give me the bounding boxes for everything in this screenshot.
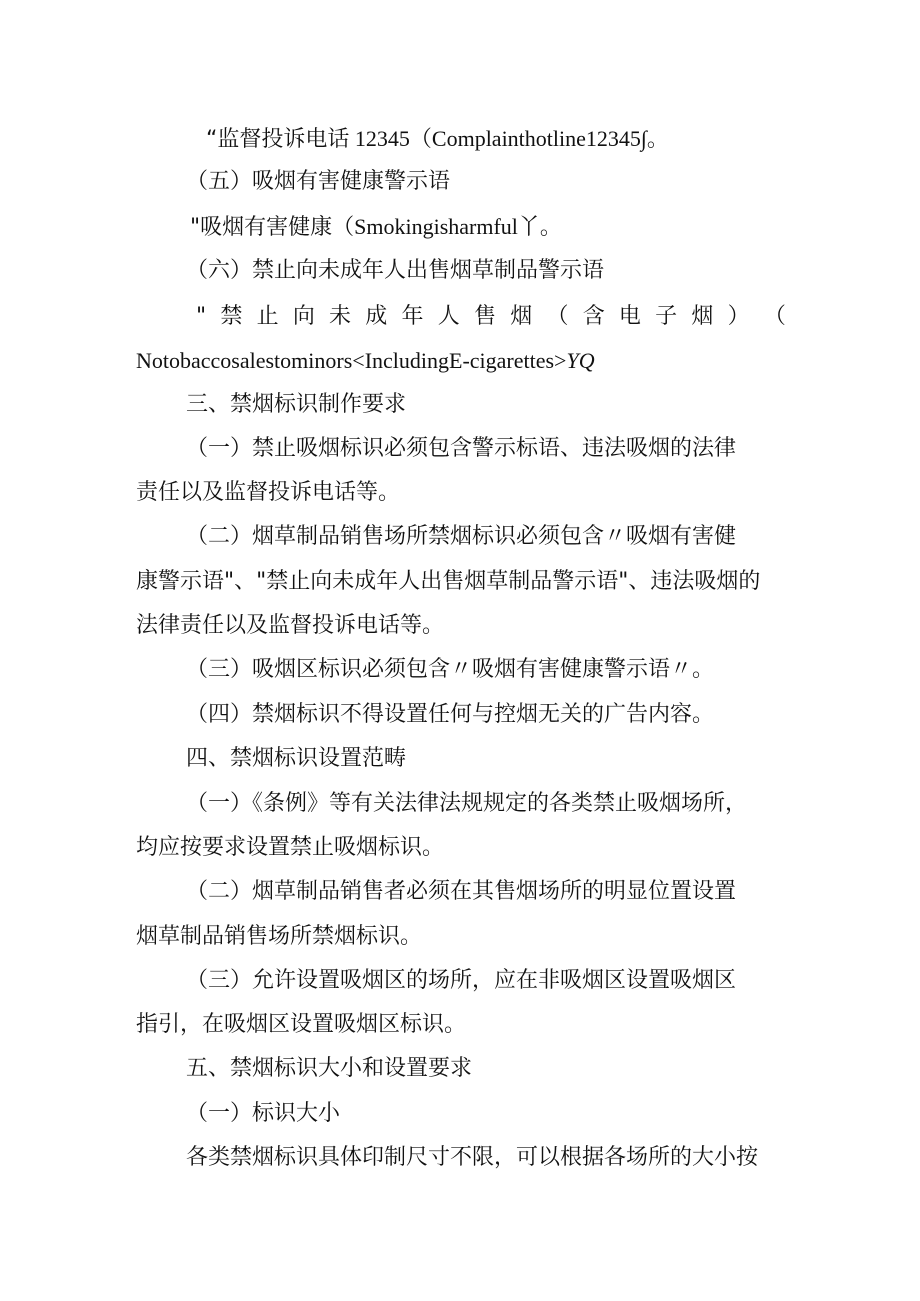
- hotline-line: [206, 124, 669, 155]
- quote-char: 止: [256, 304, 279, 329]
- item5-heading: （五）吸烟有害健康警示语: [186, 169, 451, 194]
- hotline-en-text: 12345（Complainthotline12345∫。: [349, 126, 669, 151]
- section5-heading: 五、禁烟标识大小和设置要求: [186, 1056, 473, 1081]
- quote-char: 子: [655, 304, 678, 329]
- s3-3: （三）吸烟区标识必须包含〃吸烟有害健康警示语〃。: [186, 657, 715, 682]
- s5-1-heading: （一）标识大小: [186, 1101, 341, 1126]
- s5-1-line1: 各类禁烟标识具体印制尺寸不限，可以根据各场所的大小按: [186, 1145, 759, 1170]
- quote-char: 年: [401, 304, 424, 329]
- item6-quote-tail: YQ: [566, 348, 595, 373]
- item6-quote-en-line: [136, 346, 595, 376]
- s4-3-line1: （三）允许设置吸烟区的场所，应在非吸烟区设置吸烟区: [186, 968, 737, 993]
- quote-char: 烟: [691, 304, 714, 329]
- item5-quote-line: [190, 212, 562, 243]
- s4-3-line2: 指引，在吸烟区设置吸烟区标识。: [136, 1012, 467, 1037]
- quote-char: 成: [365, 304, 388, 329]
- item6-heading: （六）禁止向未成年人出售烟草制品警示语: [186, 258, 605, 283]
- s3-1-line1: （一）禁止吸烟标识必须包含警示标语、违法吸烟的法律: [186, 436, 737, 461]
- item5-quote-cn: "吸烟有害健康（: [190, 215, 355, 240]
- s4-2-line2: 烟草制品销售场所禁烟标识。: [136, 924, 423, 949]
- quote-char: 售: [473, 304, 496, 329]
- quote-char: 含: [582, 304, 605, 329]
- quote-char: （: [546, 304, 569, 329]
- item5-quote-tail: 丫。: [517, 215, 562, 240]
- quote-char: 禁: [220, 304, 243, 329]
- s3-2-line1: （二）烟草制品销售场所禁烟标识必须包含〃吸烟有害健: [186, 524, 737, 549]
- quote-char: 电: [618, 304, 641, 329]
- item6-quote-line: [196, 302, 786, 332]
- s3-2-line2: 康警示语"、"禁止向未成年人出售烟草制品警示语"、违法吸烟的: [136, 569, 761, 594]
- s3-4: （四）禁烟标识不得设置任何与控烟无关的广告内容。: [186, 702, 715, 727]
- quote-char: 向: [292, 304, 315, 329]
- s4-2-line1: （二）烟草制品销售者必须在其售烟场所的明显位置设置: [186, 879, 737, 904]
- hotline-cn-text: “监督投诉电话: [206, 127, 350, 152]
- item5-quote-en: Smokingisharmful: [354, 214, 518, 239]
- quote-char: ": [196, 304, 207, 329]
- quote-char: 人: [437, 304, 460, 329]
- quote-char: ）: [727, 304, 750, 329]
- s4-1-line1: （一）《条例》等有关法律法规规定的各类禁止吸烟场所，: [186, 791, 748, 816]
- quote-char: 烟: [510, 304, 533, 329]
- s4-1-line2: 均应按要求设置禁止吸烟标识。: [136, 835, 445, 860]
- s3-2-line3: 法律责任以及监督投诉电话等。: [136, 613, 445, 638]
- item6-quote-en: Notobaccosalestominors<IncludingE-cigarettes>: [136, 348, 567, 373]
- section4-heading: 四、禁烟标识设置范畴: [186, 746, 407, 771]
- quote-char: 未: [329, 304, 352, 329]
- s3-1-line2: 责任以及监督投诉电话等。: [136, 480, 401, 505]
- quote-char: （: [763, 304, 786, 329]
- section3-heading: 三、禁烟标识制作要求: [186, 392, 407, 417]
